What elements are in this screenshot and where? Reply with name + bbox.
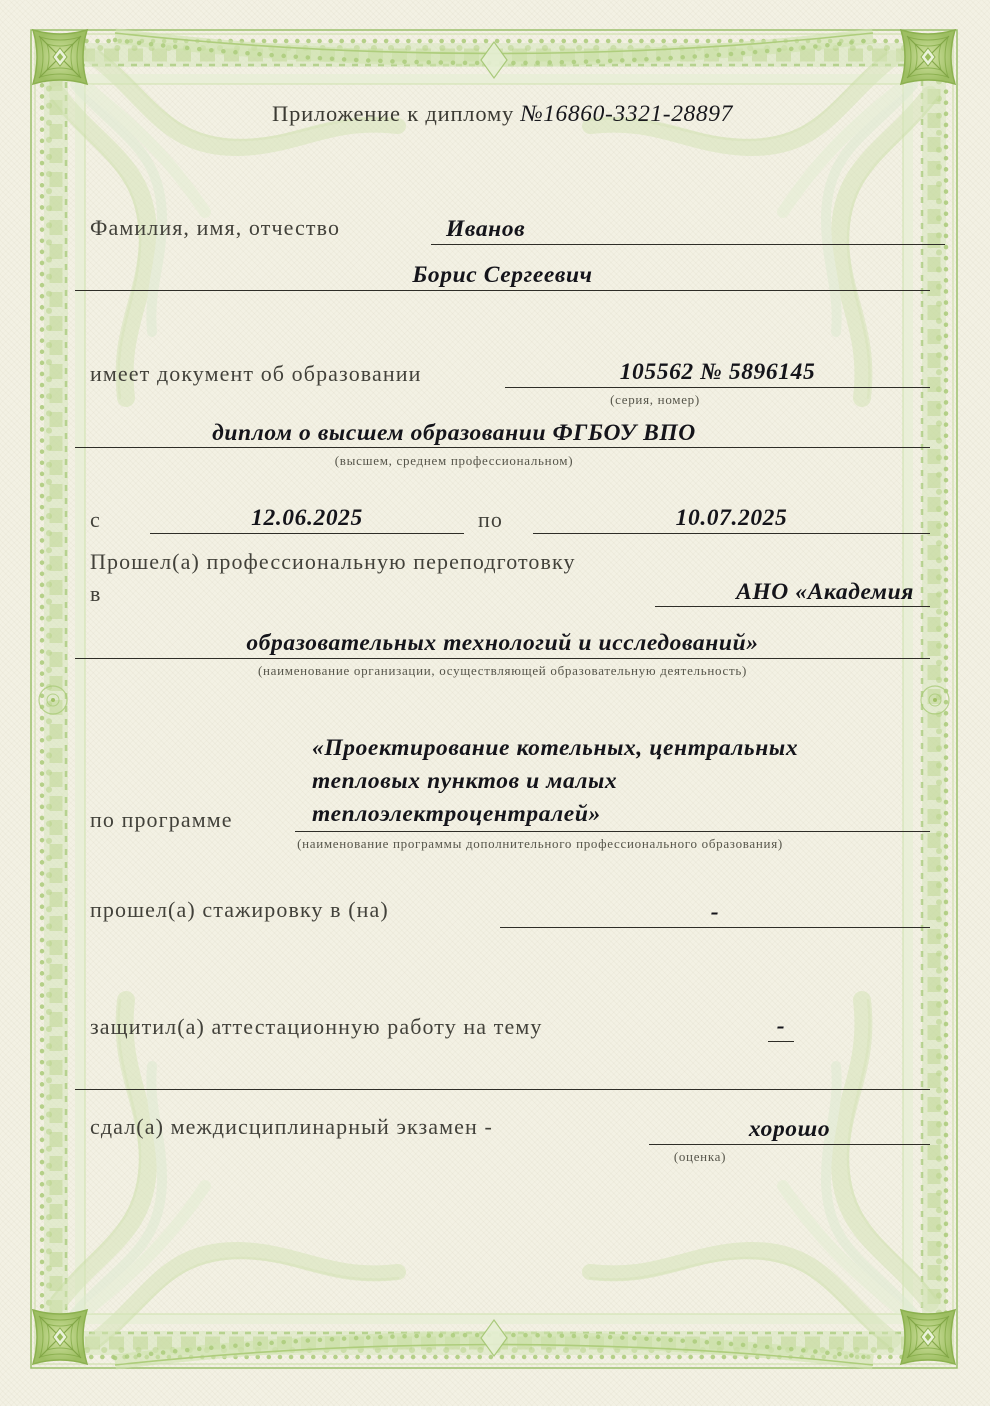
period-to-label: по (478, 507, 503, 532)
program-value-line-3: теплоэлектроцентралей» (312, 801, 601, 827)
fio-label: Фамилия, имя, отчество (90, 215, 341, 240)
period-from-line (150, 503, 464, 534)
exam-line (649, 1114, 930, 1145)
period-to-line (533, 503, 930, 534)
program-value-line-1: «Проектирование котельных, центральных (312, 735, 799, 761)
exam-caption: (оценка) (673, 1149, 727, 1164)
thesis-continuation-line (75, 1089, 930, 1090)
edu-doc-type-caption: (высшем, среднем профессиональном) (334, 453, 574, 468)
internship-label: прошел(а) стажировку в (на) (90, 897, 389, 922)
thesis-dash-line (768, 1011, 794, 1042)
fio-line-2 (75, 260, 930, 291)
retraining-in-label: в (90, 581, 102, 606)
organization-value-1: АНО «Академия (736, 579, 914, 605)
page-title (75, 101, 930, 128)
exam-label: сдал(а) междисциплинарный экзамен - (90, 1114, 493, 1139)
program-value-line-2: тепловых пунктов и малых (312, 768, 618, 794)
edu-doc-series-number-value: 105562 № 5896145 (619, 359, 816, 385)
program-label: по программе (90, 807, 233, 832)
edu-doc-type-value: диплом о высшем образовании ФГБОУ ВПО (212, 420, 696, 446)
edu-doc-label: имеет документ об образовании (90, 361, 422, 386)
organization-line-1 (655, 577, 930, 607)
organization-line-2 (75, 628, 930, 659)
organization-value-2: образовательных технологий и исследований» (246, 630, 759, 656)
internship-line (500, 897, 930, 928)
period-from-value: 12.06.2025 (251, 505, 363, 531)
organization-caption: (наименование организации, осуществляющей образовательную деятельность) (257, 663, 748, 678)
exam-grade-value: хорошо (748, 1116, 831, 1142)
edu-doc-type-line (75, 418, 930, 448)
fio-name-patronymic-value: Борис Сергеевич (412, 262, 593, 288)
fio-line-1 (431, 214, 945, 245)
title-diploma-number: №16860-3321-28897 (520, 101, 733, 127)
program-caption: (наименование программы дополнительного профессионального образования) (297, 836, 783, 851)
retraining-label: Прошел(а) профессиональную переподготовку (90, 549, 576, 574)
thesis-label: защитил(а) аттестационную работу на тему (90, 1014, 543, 1039)
edu-doc-caption: (серия, номер) (610, 392, 700, 407)
thesis-value: - (776, 1013, 786, 1039)
fio-surname-value: Иванов (446, 216, 526, 242)
title-prefix: Приложение к диплому (272, 101, 521, 126)
internship-value: - (710, 899, 720, 925)
program-line (295, 801, 930, 832)
period-from-label: с (90, 507, 101, 532)
edu-doc-line (505, 357, 930, 388)
period-to-value: 10.07.2025 (675, 505, 788, 531)
